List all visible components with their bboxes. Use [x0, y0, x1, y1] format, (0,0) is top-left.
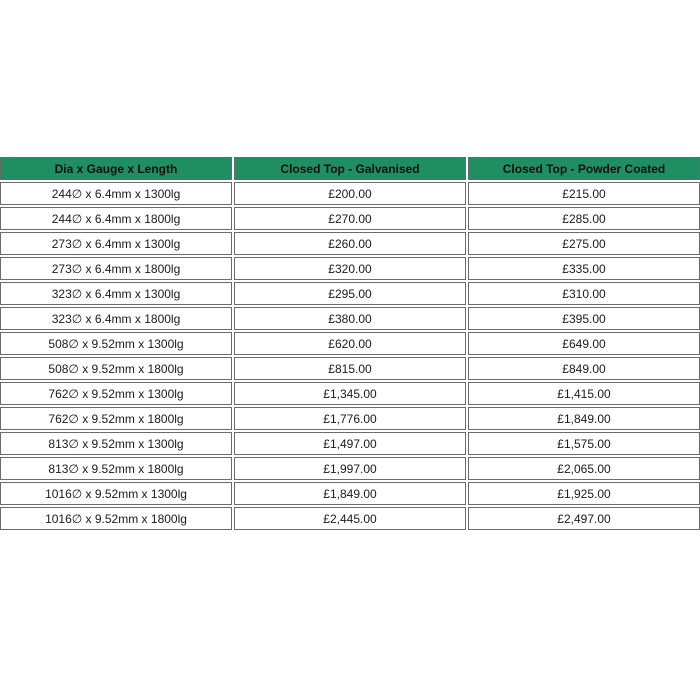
table-row: [0, 407, 700, 430]
price-table: [0, 155, 700, 532]
galvanised-price-cell: £270.00: [234, 207, 466, 230]
table-row: [0, 432, 700, 455]
size-cell: 1016∅ x 9.52mm x 1800lg: [0, 507, 232, 530]
size-cell: 323∅ x 6.4mm x 1800lg: [0, 307, 232, 330]
galvanised-price-cell: £320.00: [234, 257, 466, 280]
powder-price-cell: £1,849.00: [468, 407, 700, 430]
galvanised-price-cell: £1,776.00: [234, 407, 466, 430]
powder-price-cell: £1,925.00: [468, 482, 700, 505]
galvanised-price-cell: £380.00: [234, 307, 466, 330]
table-row: [0, 307, 700, 330]
table-row: [0, 182, 700, 205]
powder-price-cell: £849.00: [468, 357, 700, 380]
header-size: Dia x Gauge x Length: [0, 157, 232, 180]
table-row: [0, 232, 700, 255]
size-cell: 273∅ x 6.4mm x 1800lg: [0, 257, 232, 280]
table-row: [0, 457, 700, 480]
size-cell: 244∅ x 6.4mm x 1300lg: [0, 182, 232, 205]
powder-price-cell: £285.00: [468, 207, 700, 230]
size-cell: 508∅ x 9.52mm x 1800lg: [0, 357, 232, 380]
size-cell: 813∅ x 9.52mm x 1800lg: [0, 457, 232, 480]
table-row: [0, 507, 700, 530]
table-row: [0, 257, 700, 280]
size-cell: 762∅ x 9.52mm x 1300lg: [0, 382, 232, 405]
header-galvanised: Closed Top - Galvanised: [234, 157, 466, 180]
galvanised-price-cell: £815.00: [234, 357, 466, 380]
galvanised-price-cell: £260.00: [234, 232, 466, 255]
size-cell: 244∅ x 6.4mm x 1800lg: [0, 207, 232, 230]
powder-price-cell: £395.00: [468, 307, 700, 330]
size-cell: 1016∅ x 9.52mm x 1300lg: [0, 482, 232, 505]
size-cell: 273∅ x 6.4mm x 1300lg: [0, 232, 232, 255]
header-row: [0, 157, 700, 180]
powder-price-cell: £335.00: [468, 257, 700, 280]
table-row: [0, 382, 700, 405]
table-row: [0, 482, 700, 505]
galvanised-price-cell: £620.00: [234, 332, 466, 355]
size-cell: 508∅ x 9.52mm x 1300lg: [0, 332, 232, 355]
galvanised-price-cell: £295.00: [234, 282, 466, 305]
powder-price-cell: £1,575.00: [468, 432, 700, 455]
powder-price-cell: £275.00: [468, 232, 700, 255]
table-row: [0, 207, 700, 230]
powder-price-cell: £2,497.00: [468, 507, 700, 530]
powder-price-cell: £310.00: [468, 282, 700, 305]
galvanised-price-cell: £1,997.00: [234, 457, 466, 480]
galvanised-price-cell: £1,497.00: [234, 432, 466, 455]
size-cell: 323∅ x 6.4mm x 1300lg: [0, 282, 232, 305]
size-cell: 762∅ x 9.52mm x 1800lg: [0, 407, 232, 430]
table-row: [0, 357, 700, 380]
galvanised-price-cell: £1,345.00: [234, 382, 466, 405]
galvanised-price-cell: £200.00: [234, 182, 466, 205]
powder-price-cell: £215.00: [468, 182, 700, 205]
powder-price-cell: £1,415.00: [468, 382, 700, 405]
powder-price-cell: £2,065.00: [468, 457, 700, 480]
header-powder-coated: Closed Top - Powder Coated: [468, 157, 700, 180]
galvanised-price-cell: £1,849.00: [234, 482, 466, 505]
size-cell: 813∅ x 9.52mm x 1300lg: [0, 432, 232, 455]
table-row: [0, 332, 700, 355]
galvanised-price-cell: £2,445.00: [234, 507, 466, 530]
table-row: [0, 282, 700, 305]
powder-price-cell: £649.00: [468, 332, 700, 355]
